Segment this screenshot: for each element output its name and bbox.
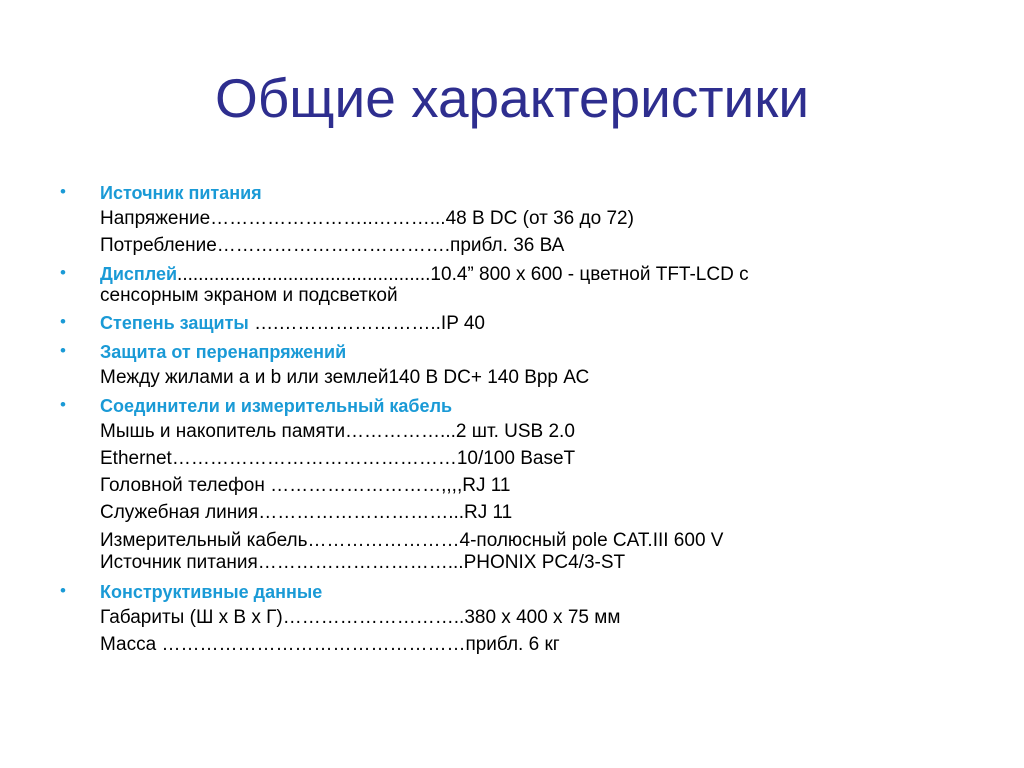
bullet-icon: • xyxy=(60,581,66,600)
section-heading-display-label: Дисплей xyxy=(100,264,178,284)
spec-line-measuring-cable: Измерительный кабель……………………4-полюсный pole CAT.III 600 V xyxy=(100,530,724,551)
spec-inline-protection: ….……………………..IP 40 xyxy=(248,313,485,334)
section-heading-connectors: Соединители и измерительный кабель xyxy=(100,396,453,416)
bullet-icon: • xyxy=(60,312,66,331)
spec-line-dimensions: Габариты (Ш х В х Г)………………………..380 x 400 x 75 мм xyxy=(100,607,621,628)
spec-line-headphone: Головной телефон ………………………,,,,RJ 11 xyxy=(100,475,511,496)
spec-line-voltage: Напряжение……………………..………...48 В DC (от 36 до 72) xyxy=(100,208,634,229)
section-heading-protection-label: Степень защиты xyxy=(100,313,249,333)
bullet-icon: • xyxy=(60,395,66,414)
spec-line-display-cont: сенсорным экраном и подсветкой xyxy=(100,285,398,306)
spec-line-ethernet: Ethernet………………………………………10/100 BaseT xyxy=(100,448,576,469)
section-heading-construction: Конструктивные данные xyxy=(100,582,323,602)
section-heading-display xyxy=(100,263,749,286)
section-heading-protection xyxy=(100,312,485,335)
spec-line-service-line: Служебная линия…………………………...RJ 11 xyxy=(100,502,513,523)
bullet-icon: • xyxy=(60,341,66,360)
section-heading-overvoltage: Защита от перенапряжений xyxy=(100,342,347,362)
slide-title: Общие характеристики xyxy=(214,67,810,129)
bullet-icon: • xyxy=(60,263,66,282)
spec-line-mass: Масса …………………………………………прибл. 6 кг xyxy=(100,634,560,655)
section-heading-power-supply: Источник питания xyxy=(100,183,262,203)
bullet-icon: • xyxy=(60,182,66,201)
spec-line-consumption: Потребление……………………………….прибл. 36 ВА xyxy=(100,235,565,256)
spec-line-overvoltage: Между жилами а и b или землей140 В DC+ 140 Врр АС xyxy=(100,367,590,388)
spec-line-power-connector: Источник питания…………………………...PHONIX PC4/3-ST xyxy=(100,552,626,573)
spec-line-mouse-storage: Мышь и накопитель памяти……………...2 шт. USB 2.0 xyxy=(100,421,575,442)
spec-inline-display: ................................................10.4” 800 x 600 - цветной TFT-LCD с xyxy=(177,264,749,285)
